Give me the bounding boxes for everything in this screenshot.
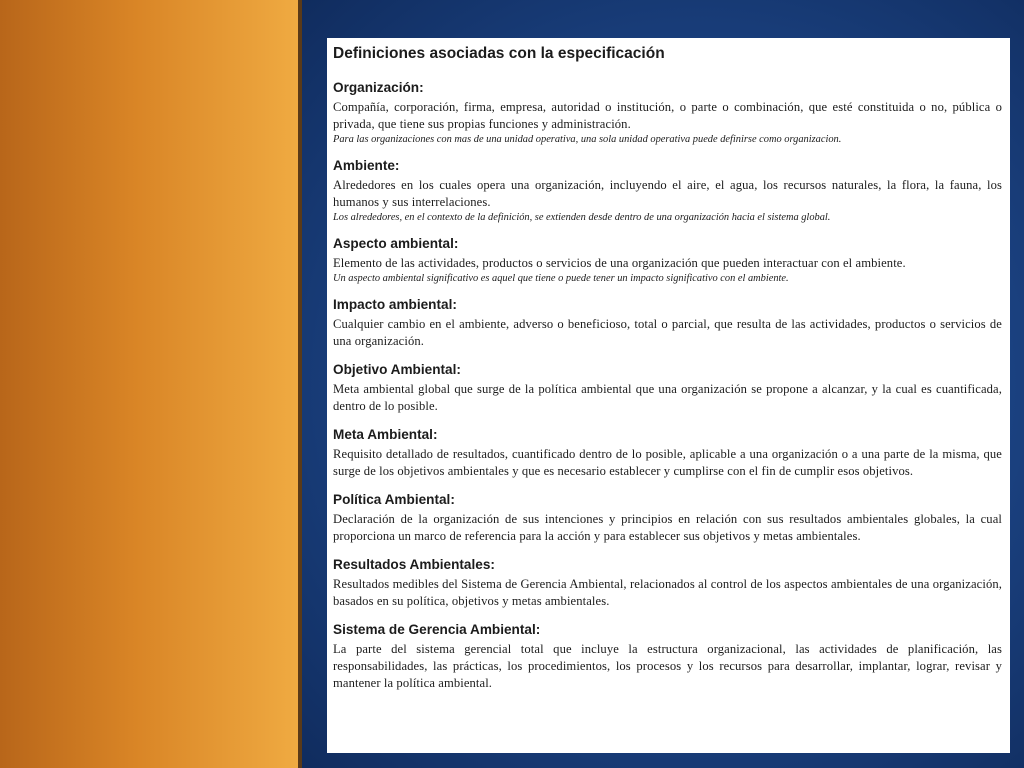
term-definition: Requisito detallado de resultados, cuantificado dentro de lo posible, aplicable a una organización o a una parte de la misma, que surge de los objetivos ambientales y que es necesario establecer y cumplirse con el fin de cumplir esos objetivos. — [333, 447, 1002, 478]
term-definition: Meta ambiental global que surge de la política ambiental que una organización se propone a alcanzar, y la cual es cuantificada, dentro de lo posible. — [333, 382, 1002, 413]
definition-entry-objetivo-ambiental — [333, 361, 1002, 415]
term-definition: Cualquier cambio en el ambiente, adverso o beneficioso, total o parcial, que resulta de las actividades, productos o servicios de una organización. — [333, 317, 1002, 348]
term-definition: Alrededores en los cuales opera una organización, incluyendo el aire, el agua, los recursos naturales, la flora, la fauna, los humanos y sus interrelaciones. — [333, 178, 1002, 209]
term-heading: Política Ambiental: — [333, 492, 455, 507]
term-note: Los alrededores, en el contexto de la definición, se extienden desde dentro de una organización hacia el sistema global. — [333, 212, 831, 223]
term-heading: Sistema de Gerencia Ambiental: — [333, 622, 541, 637]
orange-side-panel — [0, 0, 300, 768]
term-definition: Declaración de la organización de sus intenciones y principios en relación con sus resultados ambientales globales, la cual proporciona un marco de referencia para la acción y para establecer sus objetivos y metas ambientales. — [333, 512, 1002, 543]
document-title: Definiciones asociadas con la especificación — [333, 45, 665, 62]
definition-entry-aspecto-ambiental — [333, 235, 1002, 285]
definition-entry-ambiente — [333, 157, 1002, 224]
term-heading: Ambiente: — [333, 158, 400, 173]
definition-entry-organizacion — [333, 79, 1002, 146]
definition-entry-resultados-ambientales — [333, 556, 1002, 610]
definition-entry-politica-ambiental — [333, 491, 1002, 545]
term-note: Un aspecto ambiental significativo es aquel que tiene o puede tener un impacto significativo con el ambiente. — [333, 273, 789, 284]
term-note: Para las organizaciones con mas de una unidad operativa, una sola unidad operativa puede definirse como organizacion. — [333, 134, 842, 145]
term-definition: Elemento de las actividades, productos o servicios de una organización que pueden interactuar con el ambiente. — [333, 256, 906, 270]
definitions-document — [327, 38, 1010, 753]
definition-entry-impacto-ambiental — [333, 296, 1002, 350]
term-heading: Meta Ambiental: — [333, 427, 438, 442]
term-heading: Objetivo Ambiental: — [333, 362, 461, 377]
term-heading: Aspecto ambiental: — [333, 236, 459, 251]
term-heading: Organización: — [333, 80, 424, 95]
term-definition: Resultados medibles del Sistema de Gerencia Ambiental, relacionados al control de los aspectos ambientales de una organización, basados en su política, objetivos y metas ambientales. — [333, 577, 1002, 608]
definition-entry-meta-ambiental — [333, 426, 1002, 480]
term-definition: Compañía, corporación, firma, empresa, autoridad o institución, o parte o combinación, que esté constituida o no, pública o privada, que tiene sus propias funciones y administración. — [333, 100, 1002, 131]
term-definition: La parte del sistema gerencial total que incluye la estructura organizacional, las actividades de planificación, las responsabilidades, las prácticas, los procedimientos, los procesos y los recursos para desarrollar, implantar, lograr, revisar y mantener la política ambiental. — [333, 642, 1002, 690]
term-heading: Resultados Ambientales: — [333, 557, 495, 572]
definition-entry-sistema-gerencia-ambiental — [333, 621, 1002, 692]
term-heading: Impacto ambiental: — [333, 297, 457, 312]
